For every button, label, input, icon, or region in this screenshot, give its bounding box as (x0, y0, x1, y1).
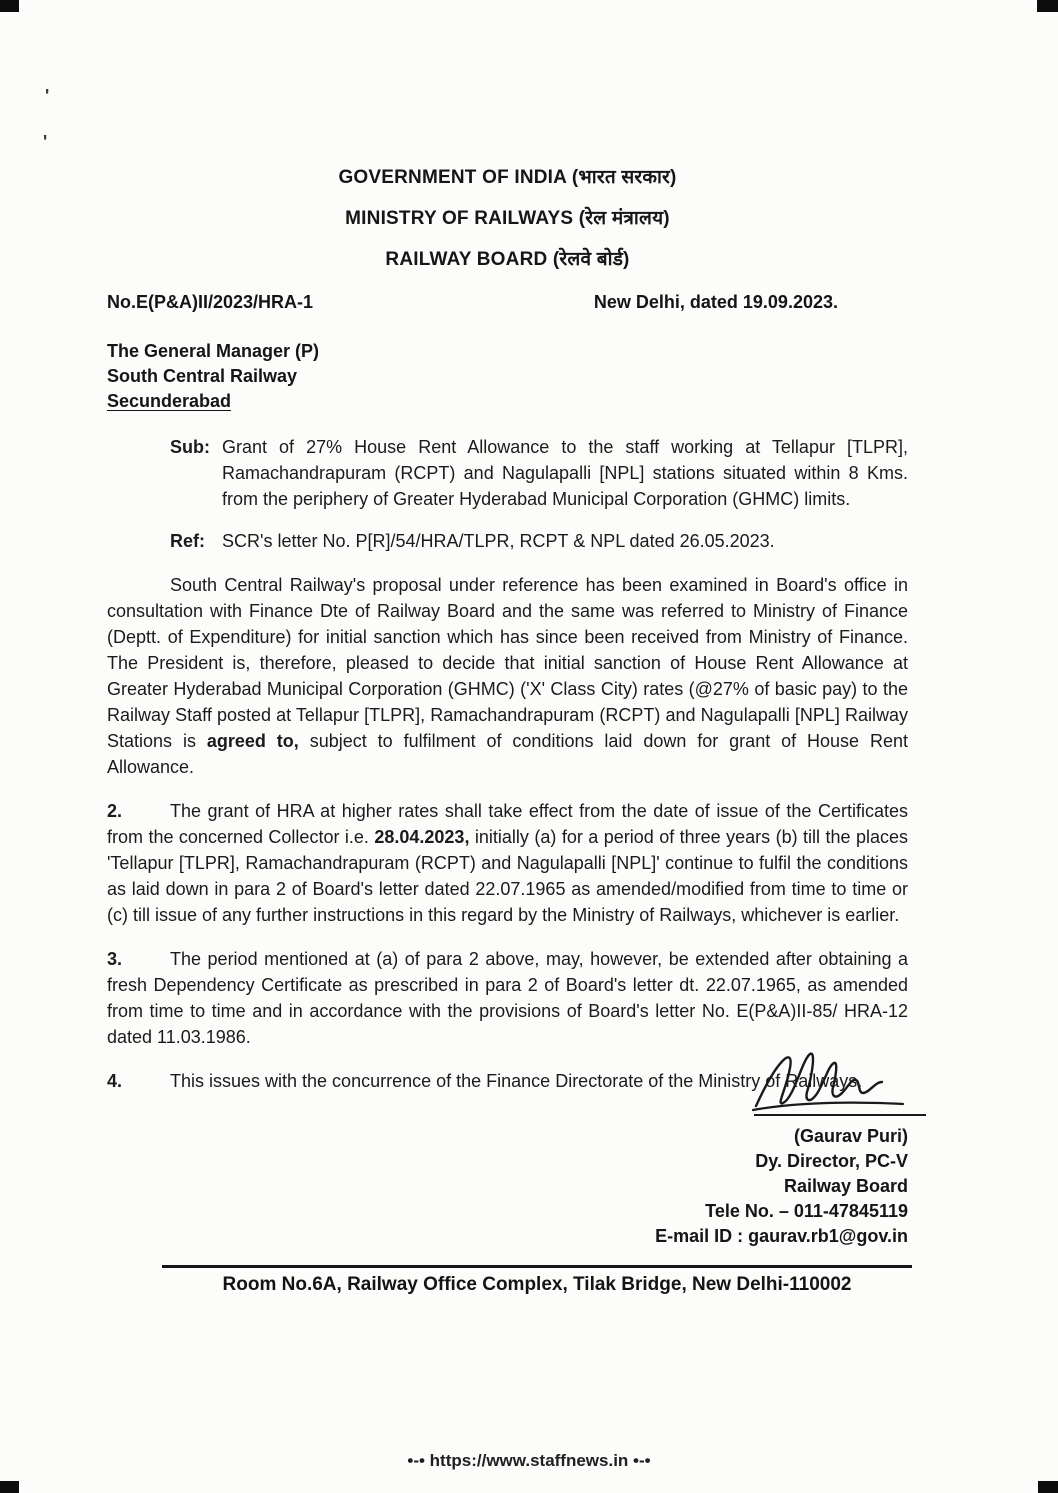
signature-area (107, 1042, 926, 1116)
signatory-name: (Gaurav Puri) (793, 1126, 908, 1146)
file-number: No.E(P&A)II/2023/HRA-1 (107, 292, 314, 312)
paragraph-number: 4. (107, 1071, 123, 1091)
reference-line (170, 528, 908, 554)
subject-label: Sub: (170, 437, 210, 457)
signatory-office: Railway Board (783, 1176, 908, 1196)
signature-underline (754, 1114, 926, 1116)
footer-address: Room No.6A, Railway Office Complex, Tilak Bridge, New Delhi-110002 (222, 1274, 852, 1295)
scan-corner-mark (1038, 1481, 1058, 1493)
scan-corner-mark (0, 1481, 19, 1493)
reference-row (107, 289, 908, 315)
signatory-designation: Dy. Director, PC-V (755, 1151, 908, 1171)
signatory-email: E-mail ID : gaurav.rb1@gov.in (655, 1226, 908, 1246)
header-line-government: GOVERNMENT OF INDIA (भारत सरकार) (338, 167, 677, 188)
paragraph-1 (107, 572, 908, 780)
header-line-ministry: MINISTRY OF RAILWAYS (रेल मंत्रालय) (345, 208, 670, 229)
watermark-link: •-• https://www.staffnews.in •-• (407, 1451, 651, 1470)
scan-artifact: ' (45, 86, 50, 106)
addressee-block (107, 339, 908, 414)
scan-corner-mark (1037, 0, 1058, 12)
signatory-phone: Tele No. – 011-47845119 (705, 1201, 908, 1221)
place-and-date: New Delhi, dated 19.09.2023. (593, 292, 838, 312)
subject-text: Grant of 27% House Rent Allowance to the staff working at Tellapur [TLPR], Ramachandrapuram (RCPT) and Nagulapalli [NPL] stations situated within 8 Kms. from the periphery of Greater Hyderabad Municipal Corporation (GHMC) limits. (222, 437, 908, 509)
handwritten-signature-icon (748, 1042, 926, 1122)
paragraph-text: South Central Railway's proposal under reference has been examined in Board's office in consultation with Finance Dte of Railway Board and the same was referred to Ministry of Finance (Deptt. of Expenditure) for initial sanction which has since been received from Ministry of Finance. The President is, therefore, pleased to decide that initial sanction of House Rent Allowance at Greater Hyderabad Municipal Corporation (GHMC) ('X' Class City) rates (@27% of basic pay) to the Railway Staff posted at Tellapur [TLPR], Ramachandrapuram (RCPT) and Nagulapalli [NPL] Railway Stations is agreed to, subject to fulfilment of conditions laid down for grant of House Rent Allowance. (107, 575, 908, 777)
paragraph-text: This issues with the concurrence of the Finance Directorate of the Ministry of Railways. (170, 1071, 863, 1091)
addressee-city: Secunderabad (107, 391, 232, 411)
paragraph-number: 2. (107, 801, 123, 821)
reference-text: SCR's letter No. P[R]/54/HRA/TLPR, RCPT & NPL dated 26.05.2023. (222, 531, 775, 551)
addressee-org: South Central Railway (107, 366, 298, 386)
footer-address-bar (162, 1265, 912, 1296)
letterhead (107, 165, 908, 273)
paragraph-text: The grant of HRA at higher rates shall take effect from the date of issue of the Certificates from the concerned Collector i.e. 28.04.2023, initially (a) for a period of three years (b) till the places 'Tellapur [TLPR], Ramachandrapuram (RCPT) and Nagulapalli [NPL]' continue to fulfil the conditions as laid down in para 2 of Board's letter dated 22.07.1965 as amended/modified from time to time or (c) till issue of any further instructions in this regard by the Ministry of Railways, whichever is earlier. (107, 801, 908, 925)
signatory-block (107, 1124, 908, 1249)
paragraph-3 (107, 946, 908, 1050)
scan-artifact: ' (43, 132, 48, 152)
addressee-title: The General Manager (P) (107, 341, 320, 361)
paragraph-number: 3. (107, 949, 123, 969)
paragraph-2 (107, 798, 908, 928)
header-line-board: RAILWAY BOARD (रेलवे बोर्ड) (385, 249, 630, 270)
scan-corner-mark (0, 0, 19, 12)
reference-label: Ref: (170, 531, 205, 551)
paragraph-text: The period mentioned at (a) of para 2 above, may, however, be extended after obtaining a fresh Dependency Certificate as prescribed in para 2 of Board's letter dt. 22.07.1965, as amended from time to time and in accordance with the provisions of Board's letter No. E(P&A)II-85/ HRA-12 dated 11.03.1986. (107, 949, 908, 1047)
subject-block (170, 434, 908, 512)
